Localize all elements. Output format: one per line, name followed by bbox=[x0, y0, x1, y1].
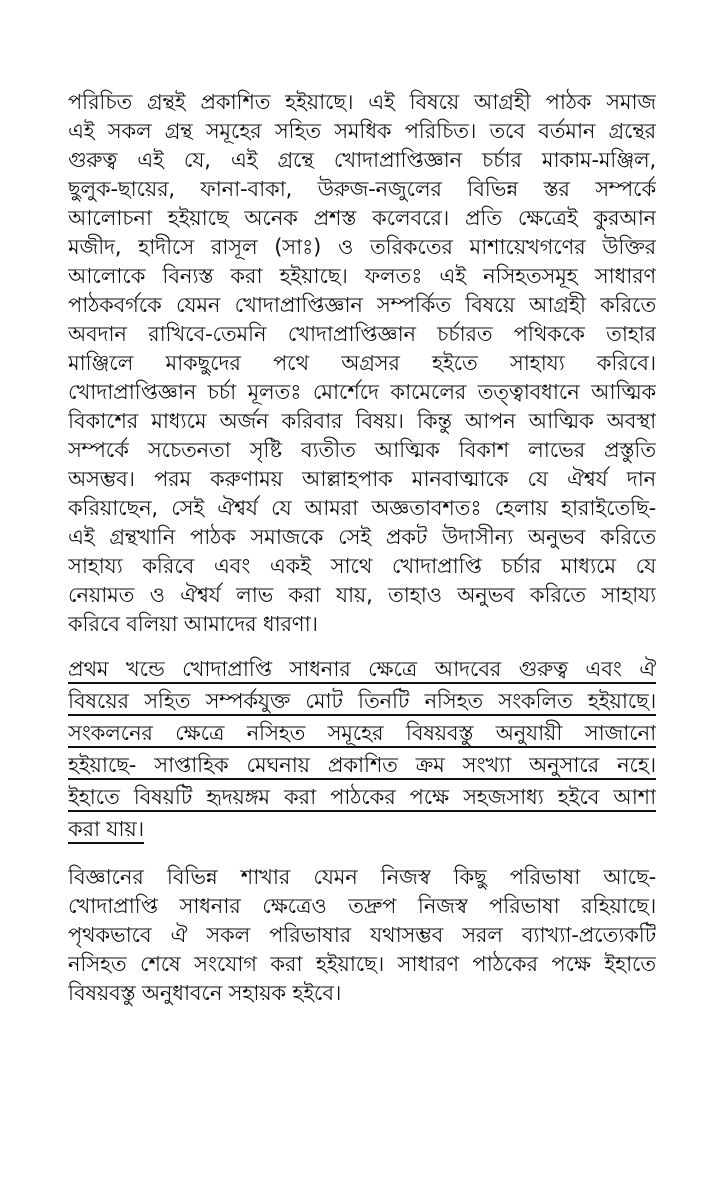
text-line: পাঠকবর্গকে যেমন খোদাপ্রাপ্তিজ্ঞান সম্পর্কিত বিষয়ে আগ্রহী করিতে bbox=[68, 293, 656, 317]
text-line: খোদাপ্রাপ্তি সাধনার ক্ষেত্রেও তদ্রুপ নিজস্ব পরিভাষা রহিয়াছে। bbox=[68, 894, 656, 918]
text-line: এই সকল গ্রন্থ সমূহের সহিত সমধিক পরিচিত। তবে বর্তমান গ্রন্থের bbox=[68, 119, 656, 143]
underlined-text: করা যায়। bbox=[68, 817, 144, 844]
text-line: বিষয়বস্তু অনুধাবনে সহায়ক হইবে। bbox=[68, 981, 342, 1005]
text-line: খোদাপ্রাপ্তিজ্ঞান চর্চা মূলতঃ মোর্শেদে কামেলের তত্ত্বাবধানে আত্মিক bbox=[68, 380, 656, 404]
text-line: অবদান রাখিবে-তেমনি খোদাপ্রাপ্তিজ্ঞান চর্চারত পথিককে তাহার bbox=[68, 322, 656, 346]
text-line: গুরুত্ব এই যে, এই গ্রন্থে খোদাপ্রাপ্তিজ্ঞান চর্চার মাকাম-মঞ্জিল, bbox=[68, 148, 656, 172]
underlined-text: বিষয়ের সহিত সম্পর্কযুক্ত মোট তিনটি নসিহত সংকলিত হইয়াছে। bbox=[68, 689, 656, 716]
page-body bbox=[68, 88, 656, 1008]
text-line bbox=[68, 655, 656, 687]
text-line: মাঞ্জিলে মাকছুদের পথে অগ্রসর হইতে সাহায্য করিবে। bbox=[68, 351, 656, 375]
paragraph-intro bbox=[68, 88, 656, 639]
text-line: করিয়াছেন, সেই ঐশ্বর্য যে আমরা অজ্ঞতাবশতঃ হেলায় হারাইতেছি- bbox=[68, 496, 656, 520]
text-line: বিকাশের মাধ্যমে অর্জন করিবার বিষয়। কিন্তু আপন আত্মিক অবস্থা bbox=[68, 409, 656, 433]
text-line: অসম্ভব। পরম করুণাময় আল্লাহপাক মানবাত্মাকে যে ঐশ্বর্য দান bbox=[68, 467, 656, 491]
text-line: সম্পর্কে সচেতনতা সৃষ্টি ব্যতীত আত্মিক বিকাশ লাভের প্রস্তুতি bbox=[68, 438, 656, 462]
text-line bbox=[68, 815, 656, 847]
text-line: মজীদ, হাদীসে রাসূল (সাঃ) ও তরিকতের মাশায়েখগণের উক্তির bbox=[68, 235, 656, 259]
text-line: নেয়ামত ও ঐশ্বর্য লাভ করা যায়, তাহাও অনুভব করিতে সাহায্য bbox=[68, 583, 656, 607]
underlined-text: সংকলনের ক্ষেত্রে নসিহত সমূহের বিষয়বস্তু অনুযায়ী সাজানো bbox=[68, 721, 656, 748]
text-line: পরিচিত গ্রন্থই প্রকাশিত হইয়াছে। এই বিষয়ে আগ্রহী পাঠক সমাজ bbox=[68, 90, 656, 114]
text-line: নসিহত শেষে সংযোগ করা হইয়াছে। সাধারণ পাঠকের পক্ষে ইহাতে bbox=[68, 952, 656, 976]
text-line bbox=[68, 719, 656, 751]
text-line bbox=[68, 783, 656, 815]
underlined-text: প্রথম খন্ডে খোদাপ্রাপ্তি সাধনার ক্ষেত্রে আদবের গুরুত্ব এবং ঐ bbox=[68, 657, 656, 684]
text-line: আলোচনা হইয়াছে অনেক প্রশস্ত কলেবরে। প্রতি ক্ষেত্রেই কুরআন bbox=[68, 206, 656, 230]
text-line: করিবে বলিয়া আমাদের ধারণা। bbox=[68, 612, 318, 636]
underlined-text: হইয়াছে- সাপ্তাহিক মেঘনায় প্রকাশিত ক্রম সংখ্যা অনুসারে নহে। bbox=[68, 753, 656, 780]
paragraph-volume-note bbox=[68, 655, 656, 847]
text-line: বিজ্ঞানের বিভিন্ন শাখার যেমন নিজস্ব কিছু পরিভাষা আছে- bbox=[68, 865, 656, 889]
text-line: এই গ্রন্থখানি পাঠক সমাজকে সেই প্রকট উদাসীন্য অনুভব করিতে bbox=[68, 525, 656, 549]
text-line: পৃথকভাবে ঐ সকল পরিভাষার যথাসম্ভব সরল ব্যাখ্যা-প্রত্যেকটি bbox=[68, 923, 656, 947]
underlined-text: ইহাতে বিষয়টি হৃদয়ঙ্গম করা পাঠকের পক্ষে সহজসাধ্য হইবে আশা bbox=[68, 785, 656, 812]
paragraph-terminology bbox=[68, 863, 656, 1008]
text-line: আলোকে বিন্যস্ত করা হইয়াছে। ফলতঃ এই নসিহতসমূহ সাধারণ bbox=[68, 264, 656, 288]
text-line: সাহায্য করিবে এবং একই সাথে খোদাপ্রাপ্তি চর্চার মাধ্যমে যে bbox=[68, 554, 656, 578]
text-line bbox=[68, 751, 656, 783]
text-line: ছুলুক-ছায়ের, ফানা-বাকা, উরুজ-নজুলের বিভিন্ন স্তর সম্পর্কে bbox=[68, 177, 656, 201]
text-line bbox=[68, 687, 656, 719]
